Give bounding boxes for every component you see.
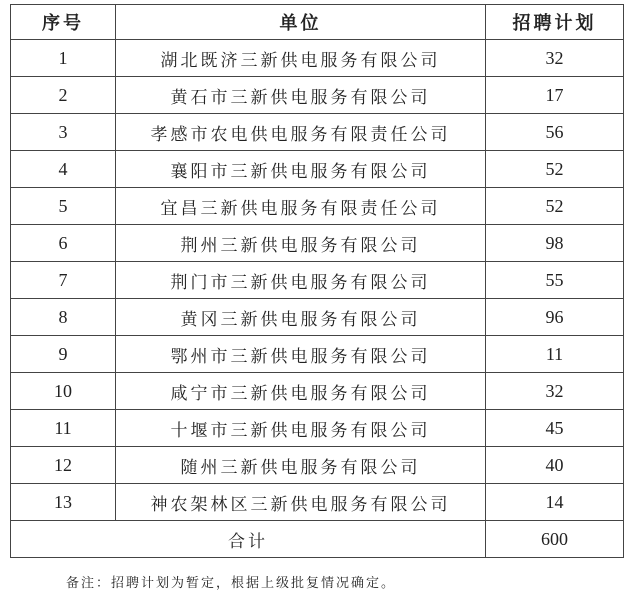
row-index: 8: [11, 299, 116, 336]
table-row: [11, 262, 624, 299]
row-unit-name: 咸宁市三新供电服务有限公司: [116, 373, 486, 410]
row-index: 12: [11, 447, 116, 484]
row-plan-count: 96: [486, 299, 624, 336]
row-plan-count: 52: [486, 151, 624, 188]
row-index: 3: [11, 114, 116, 151]
table-row: [11, 484, 624, 521]
row-unit-name: 黄石市三新供电服务有限公司: [116, 77, 486, 114]
table-row: [11, 373, 624, 410]
row-plan-count: 56: [486, 114, 624, 151]
table-row: [11, 410, 624, 447]
row-unit-name: 神农架林区三新供电服务有限公司: [116, 484, 486, 521]
table-row: [11, 188, 624, 225]
total-value: 600: [486, 521, 624, 558]
row-index: 2: [11, 77, 116, 114]
row-index: 9: [11, 336, 116, 373]
row-plan-count: 14: [486, 484, 624, 521]
table-row: [11, 77, 624, 114]
row-unit-name: 鄂州市三新供电服务有限公司: [116, 336, 486, 373]
row-unit-name: 孝感市农电供电服务有限责任公司: [116, 114, 486, 151]
table-row: [11, 114, 624, 151]
header-index: 序号: [11, 5, 116, 40]
row-index: 10: [11, 373, 116, 410]
row-plan-count: 55: [486, 262, 624, 299]
row-plan-count: 45: [486, 410, 624, 447]
total-label: 合计: [11, 521, 486, 558]
row-plan-count: 52: [486, 188, 624, 225]
row-index: 13: [11, 484, 116, 521]
row-unit-name: 随州三新供电服务有限公司: [116, 447, 486, 484]
table-body: [11, 40, 624, 521]
table-row: [11, 40, 624, 77]
row-plan-count: 98: [486, 225, 624, 262]
row-index: 11: [11, 410, 116, 447]
row-plan-count: 32: [486, 373, 624, 410]
row-unit-name: 荆州三新供电服务有限公司: [116, 225, 486, 262]
header-plan: 招聘计划: [486, 5, 624, 40]
table-row: [11, 447, 624, 484]
table-row: [11, 151, 624, 188]
row-index: 1: [11, 40, 116, 77]
row-plan-count: 32: [486, 40, 624, 77]
row-unit-name: 十堰市三新供电服务有限公司: [116, 410, 486, 447]
table-row: [11, 336, 624, 373]
row-plan-count: 40: [486, 447, 624, 484]
row-index: 4: [11, 151, 116, 188]
row-plan-count: 11: [486, 336, 624, 373]
footnote: 备注：招聘计划为暂定，根据上级批复情况确定。: [66, 576, 397, 591]
total-row: [11, 521, 624, 558]
row-plan-count: 17: [486, 77, 624, 114]
table-header-row: [11, 5, 624, 40]
row-unit-name: 黄冈三新供电服务有限公司: [116, 299, 486, 336]
row-index: 5: [11, 188, 116, 225]
table-row: [11, 299, 624, 336]
row-unit-name: 襄阳市三新供电服务有限公司: [116, 151, 486, 188]
row-unit-name: 湖北既济三新供电服务有限公司: [116, 40, 486, 77]
row-index: 6: [11, 225, 116, 262]
table-row: [11, 225, 624, 262]
row-unit-name: 荆门市三新供电服务有限公司: [116, 262, 486, 299]
recruitment-table: [10, 4, 624, 558]
row-index: 7: [11, 262, 116, 299]
header-unit: 单位: [116, 5, 486, 40]
row-unit-name: 宜昌三新供电服务有限责任公司: [116, 188, 486, 225]
